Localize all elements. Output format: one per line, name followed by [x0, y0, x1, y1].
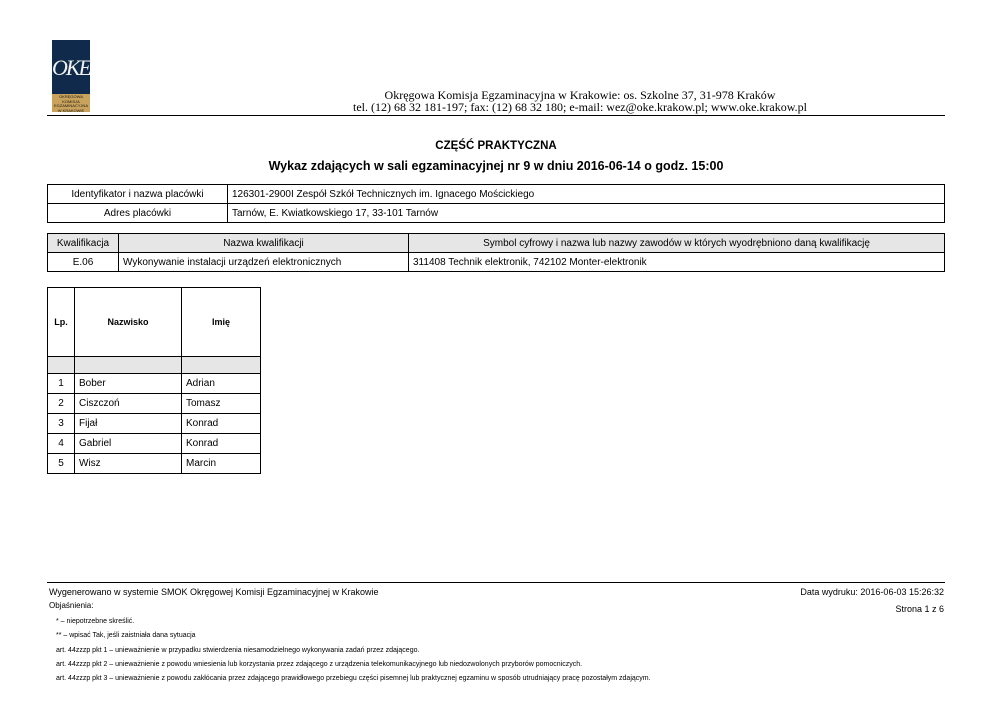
table-row [48, 434, 261, 454]
table-spacer-row [48, 357, 261, 374]
letterhead [300, 89, 860, 113]
footer-divider [47, 582, 945, 583]
row-number: 1 [48, 374, 75, 394]
table-row [48, 414, 261, 434]
oke-logo [52, 40, 90, 112]
generated-note: Wygenerowano w systemie SMOK Okręgowej Komisji Egzaminacyjnej w Krakowie [49, 587, 379, 597]
header-divider [47, 115, 945, 116]
letterhead-contact: tel. (12) 68 32 181-197; fax: (12) 68 32 180; e-mail: wez@oke.krakow.pl; www.oke.krakow.pl [353, 100, 807, 114]
row-surname: Bober [75, 374, 182, 394]
table-row [48, 454, 261, 474]
qualification-professions-header: Symbol cyfrowy i nazwa lub nazwy zawodów w których wyodrębniono daną kwalifikację [409, 234, 945, 253]
list-title: Wykaz zdających w sali egzaminacyjnej nr 9 w dniu 2016-06-14 o godz. 15:00 [268, 159, 724, 173]
row-surname: Ciszczoń [75, 394, 182, 414]
first-name-header: Imię [182, 288, 261, 357]
row-first-name: Adrian [182, 374, 261, 394]
qualification-name-header: Nazwa kwalifikacji [119, 234, 409, 253]
letterhead-address: Okręgowa Komisja Egzaminacyjna w Krakowie: os. Szkolne 37, 31-978 Kraków [384, 88, 776, 102]
note-item: ** – wpisać Tak, jeśli zaistniała dana sytuacja [56, 632, 196, 640]
row-number: 2 [48, 394, 75, 414]
surname-header: Nazwisko [75, 288, 182, 357]
explanations-label: Objaśnienia: [49, 601, 94, 610]
logo-mark: OKE [52, 55, 90, 80]
logo-text: OKRĘGOWA KOMISJA EGZAMINACYJNA W KRAKOWIE [53, 94, 88, 113]
print-date: Data wydruku: 2016-06-03 15:26:32 [800, 587, 944, 597]
institution-address-value: Tarnów, E. Kwiatkowskiego 17, 33-101 Tarnów [228, 204, 945, 223]
qualification-professions: 311408 Technik elektronik, 742102 Monter-elektronik [409, 253, 945, 272]
qualification-code: E.06 [48, 253, 119, 272]
table-row [48, 394, 261, 414]
qualification-name: Wykonywanie instalacji urządzeń elektronicznych [119, 253, 409, 272]
note-item: art. 44zzzp pkt 2 – unieważnienie z powodu wniesienia lub korzystania przez zdającego z urządzenia telekomunikacyjnego lub niedozwolonych przyborów pomocniczych. [56, 660, 583, 668]
part-title: CZĘŚĆ PRAKTYCZNA [435, 140, 557, 152]
students-table [47, 287, 261, 474]
page-number: Strona 1 z 6 [895, 604, 944, 614]
explanations-list [56, 615, 651, 686]
qualification-code-header: Kwalifikacja [48, 234, 119, 253]
institution-id-label: Identyfikator i nazwa placówki [48, 185, 228, 204]
note-item: art. 44zzzp pkt 1 – unieważnienie w przypadku stwierdzenia niesamodzielnego wykonywania zadań przez zdającego. [56, 646, 420, 654]
row-surname: Wisz [75, 454, 182, 474]
row-number: 3 [48, 414, 75, 434]
row-first-name: Konrad [182, 414, 261, 434]
row-first-name: Marcin [182, 454, 261, 474]
lp-header: Lp. [48, 288, 75, 357]
row-surname: Fijał [75, 414, 182, 434]
row-first-name: Tomasz [182, 394, 261, 414]
row-number: 4 [48, 434, 75, 454]
institution-table [47, 184, 945, 223]
institution-id-value: 126301-2900I Zespół Szkół Technicznych im. Ignacego Mościckiego [228, 185, 945, 204]
row-first-name: Konrad [182, 434, 261, 454]
note-item: art. 44zzzp pkt 3 – unieważnienie z powodu zakłócania przez zdającego prawidłowego przebiegu części pisemnej lub praktycznej egzaminu w sposób utrudniający pracę pozostałym zdającym. [56, 675, 651, 683]
qualification-table [47, 233, 945, 272]
institution-address-label: Adres placówki [48, 204, 228, 223]
row-surname: Gabriel [75, 434, 182, 454]
row-number: 5 [48, 454, 75, 474]
note-item: * – niepotrzebne skreślić. [56, 618, 135, 625]
table-row [48, 374, 261, 394]
